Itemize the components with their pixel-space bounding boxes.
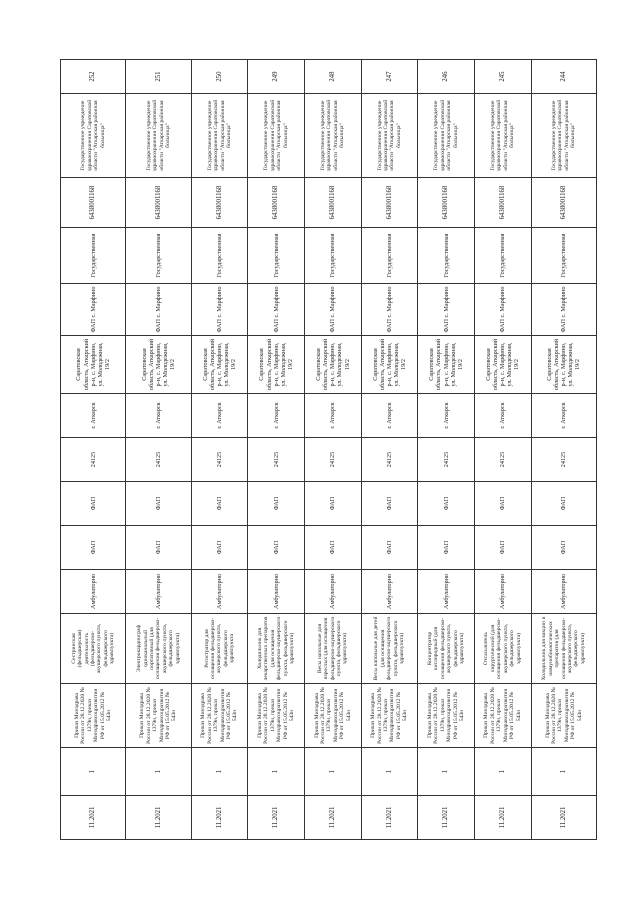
cell-doc: Приказ Минздрава России от 28.12.2020 № 1379н, приказ Минздравсоцразвития РФ от 15.05.2012 № 543н — [305, 684, 362, 748]
table-row — [474, 60, 531, 840]
table-row — [248, 60, 305, 840]
cell-num: 250 — [191, 60, 248, 94]
cell-count: 1 — [191, 748, 248, 796]
cell-address: Саратовская область, Аткарский р-н, с. Марфино, ул. Молодежная, 19/2 — [126, 336, 191, 394]
cell-type1: ФАП — [474, 482, 531, 526]
table-row — [61, 60, 126, 840]
cell-doc: Приказ Минздрава России от 28.12.2020 № 1379н, приказ Минздравсоцразвития РФ от 15.05.2012 № 543н — [61, 684, 126, 748]
table-row — [418, 60, 475, 840]
cell-type1: ФАП — [248, 482, 305, 526]
cell-locality: г. Аткарск — [361, 394, 418, 438]
cell-locality: г. Аткарск — [191, 394, 248, 438]
cell-inn: 6438001168 — [361, 178, 418, 228]
table-row — [361, 60, 418, 840]
cell-inn: 6438001168 — [531, 178, 596, 228]
cell-address: Саратовская область, Аткарский р-н, с. Марфино, ул. Молодежная, 19/2 — [531, 336, 596, 394]
cell-name: ФАП с. Марфино — [126, 284, 191, 336]
cell-name: ФАП с. Марфино — [248, 284, 305, 336]
cell-form: Государственная — [191, 228, 248, 284]
cell-org: Государственное учреждение здравоохранения Саратовской области "Аткарская районная больница" — [305, 94, 362, 178]
cell-service: Холодильник для вакцин и иммунобиологических препаратов (для оснащения фельдшерско-акушерского пункта, фельдшерского здравпункта) — [531, 614, 596, 684]
cell-type1: ФАП — [191, 482, 248, 526]
cell-type1: ФАП — [126, 482, 191, 526]
cell-type1: ФАП — [531, 482, 596, 526]
cell-year: 11.2021 — [191, 796, 248, 840]
cell-code: 24125 — [531, 438, 596, 482]
cell-address: Саратовская область, Аткарский р-н, с. Марфино, ул. Молодежная, 19/2 — [61, 336, 126, 394]
cell-service: Регистратор для оснащения фельдшерско-акушерского пункта, фельдшерского здравпункта — [191, 614, 248, 684]
cell-care: Амбулаторно — [61, 570, 126, 614]
cell-address: Саратовская область, Аткарский р-н, с. Марфино, ул. Молодежная, 19/2 — [248, 336, 305, 394]
cell-num: 247 — [361, 60, 418, 94]
cell-count: 1 — [305, 748, 362, 796]
cell-name: ФАП с. Марфино — [361, 284, 418, 336]
cell-locality: г. Аткарск — [126, 394, 191, 438]
cell-code: 24125 — [305, 438, 362, 482]
cell-inn: 6438001168 — [248, 178, 305, 228]
cell-year: 11.2021 — [531, 796, 596, 840]
cell-type2: ФАП — [474, 526, 531, 570]
cell-code: 24125 — [61, 438, 126, 482]
table-row — [191, 60, 248, 840]
cell-name: ФАП с. Марфино — [418, 284, 475, 336]
cell-org: Государственное учреждение здравоохранения Саратовской области "Аткарская районная больница" — [248, 94, 305, 178]
cell-name: ФАП с. Марфино — [305, 284, 362, 336]
cell-form: Государственная — [531, 228, 596, 284]
cell-address: Саратовская область, Аткарский р-н, с. Марфино, ул. Молодежная, 19/2 — [191, 336, 248, 394]
cell-org: Государственное учреждение здравоохранения Саратовской области "Аткарская районная больница" — [126, 94, 191, 178]
cell-inn: 6438001168 — [474, 178, 531, 228]
cell-address: Саратовская область, Аткарский р-н, с. Марфино, ул. Молодежная, 19/2 — [418, 336, 475, 394]
cell-service: Весы напольные для детей (для оснащения фельдшерско-акушерского пункта, фельдшерского здравпункта) — [361, 614, 418, 684]
cell-form: Государственная — [305, 228, 362, 284]
cell-count: 1 — [61, 748, 126, 796]
cell-name: ФАП с. Марфино — [531, 284, 596, 336]
cell-form: Государственная — [126, 228, 191, 284]
cell-code: 24125 — [126, 438, 191, 482]
cell-type2: ФАП — [248, 526, 305, 570]
cell-name: ФАП с. Марфино — [61, 284, 126, 336]
cell-type2: ФАП — [531, 526, 596, 570]
cell-service: Электрокардиограф одноканальный портативный (для оснащения фельдшерско-акушерского пункта, фельдшерского здравпункта) — [126, 614, 191, 684]
cell-type2: ФАП — [361, 526, 418, 570]
cell-name: ФАП с. Марфино — [191, 284, 248, 336]
cell-doc: Приказ Минздрава России от 28.12.2020 № 1379н, приказ Минздравсоцразвития РФ от 15.05.2012 № 543н — [474, 684, 531, 748]
cell-count: 1 — [418, 748, 475, 796]
cell-service: Отсасыватель хирургический (для оснащения фельдшерско-акушерского пункта, фельдшерского здравпункта) — [474, 614, 531, 684]
cell-type1: ФАП — [61, 482, 126, 526]
cell-locality: г. Аткарск — [418, 394, 475, 438]
cell-num: 246 — [418, 60, 475, 94]
cell-num: 251 — [126, 60, 191, 94]
cell-locality: г. Аткарск — [531, 394, 596, 438]
cell-org: Государственное учреждение здравоохранения Саратовской области "Аткарская районная больница" — [191, 94, 248, 178]
cell-doc: Приказ Минздрава России от 28.12.2020 № 1379н, приказ Минздравсоцразвития РФ от 15.05.2012 № 543н — [531, 684, 596, 748]
cell-count: 1 — [248, 748, 305, 796]
cell-service: Концентратор кислородный (для оснащения фельдшерско-акушерского пункта, фельдшерского здравпункта) — [418, 614, 475, 684]
cell-care: Амбулаторно — [191, 570, 248, 614]
cell-year: 11.2021 — [61, 796, 126, 840]
cell-org: Государственное учреждение здравоохранения Саратовской области "Аткарская районная больница" — [61, 94, 126, 178]
cell-num: 249 — [248, 60, 305, 94]
table-row — [305, 60, 362, 840]
cell-care: Амбулаторно — [361, 570, 418, 614]
cell-inn: 6438001168 — [305, 178, 362, 228]
cell-locality: г. Аткарск — [61, 394, 126, 438]
cell-doc: Приказ Минздрава России от 28.12.2020 № 1379н, приказ Минздравсоцразвития РФ от 15.05.2012 № 543н — [361, 684, 418, 748]
cell-inn: 6438001168 — [191, 178, 248, 228]
cell-code: 24125 — [191, 438, 248, 482]
cell-doc: Приказ Минздрава России от 28.12.2020 № 1379н, приказ Минздравсоцразвития РФ от 15.05.2012 № 543н — [191, 684, 248, 748]
cell-form: Государственная — [248, 228, 305, 284]
cell-year: 11.2021 — [418, 796, 475, 840]
cell-doc: Приказ Минздрава России от 28.12.2020 № 1379н, приказ Минздравсоцразвития РФ от 15.05.2012 № 543н — [418, 684, 475, 748]
cell-num: 245 — [474, 60, 531, 94]
cell-care: Амбулаторно — [418, 570, 475, 614]
table-row — [531, 60, 596, 840]
cell-name: ФАП с. Марфино — [474, 284, 531, 336]
cell-inn: 6438001168 — [126, 178, 191, 228]
cell-doc: Приказ Минздрава России от 28.12.2020 № 1379н, приказ Минздравсоцразвития РФ от 15.05.2012 № 543н — [248, 684, 305, 748]
cell-care: Амбулаторно — [248, 570, 305, 614]
table-row — [126, 60, 191, 840]
cell-form: Государственная — [418, 228, 475, 284]
cell-service: Весы напольные для взрослых (для оснащения фельдшерско-акушерского пункта, фельдшерского здравпункта) — [305, 614, 362, 684]
cell-care: Амбулаторно — [531, 570, 596, 614]
cell-num: 252 — [61, 60, 126, 94]
cell-org: Государственное учреждение здравоохранения Саратовской области "Аткарская районная больница" — [474, 94, 531, 178]
cell-num: 244 — [531, 60, 596, 94]
cell-code: 24125 — [361, 438, 418, 482]
cell-type1: ФАП — [418, 482, 475, 526]
cell-locality: г. Аткарск — [305, 394, 362, 438]
cell-year: 11.2021 — [248, 796, 305, 840]
cell-year: 11.2021 — [305, 796, 362, 840]
cell-care: Амбулаторно — [474, 570, 531, 614]
cell-locality: г. Аткарск — [248, 394, 305, 438]
cell-type2: ФАП — [126, 526, 191, 570]
cell-count: 1 — [474, 748, 531, 796]
cell-count: 1 — [531, 748, 596, 796]
cell-locality: г. Аткарск — [474, 394, 531, 438]
cell-org: Государственное учреждение здравоохранения Саратовской области "Аткарская районная больница" — [418, 94, 475, 178]
cell-address: Саратовская область, Аткарский р-н, с. Марфино, ул. Молодежная, 19/2 — [474, 336, 531, 394]
cell-service: Холодильник для лекарственных препаратов (для оснащения фельдшерско-акушерского пункта, фельдшерского здравпункта) — [248, 614, 305, 684]
cell-type2: ФАП — [418, 526, 475, 570]
cell-type1: ФАП — [361, 482, 418, 526]
cell-org: Государственное учреждение здравоохранения Саратовской области "Аткарская районная больница" — [531, 94, 596, 178]
cell-code: 24125 — [248, 438, 305, 482]
equipment-table — [60, 59, 597, 840]
rotated-table-wrapper — [60, 60, 597, 840]
cell-type2: ФАП — [191, 526, 248, 570]
cell-code: 24125 — [418, 438, 475, 482]
cell-address: Саратовская область, Аткарский р-н, с. Марфино, ул. Молодежная, 19/2 — [361, 336, 418, 394]
cell-address: Саратовская область, Аткарский р-н, с. Марфино, ул. Молодежная, 19/2 — [305, 336, 362, 394]
cell-service: Сестринская (фельдшерская) деятельность (фельдшерско-акушерского пункта, фельдшерского здравпункта) — [61, 614, 126, 684]
cell-inn: 6438001168 — [418, 178, 475, 228]
cell-count: 1 — [361, 748, 418, 796]
cell-code: 24125 — [474, 438, 531, 482]
cell-year: 11.2021 — [126, 796, 191, 840]
cell-doc: Приказ Минздрава России от 28.12.2020 № 1379н, приказ Минздравсоцразвития РФ от 15.05.2012 № 543н — [126, 684, 191, 748]
cell-year: 11.2021 — [474, 796, 531, 840]
cell-year: 11.2021 — [361, 796, 418, 840]
cell-num: 248 — [305, 60, 362, 94]
cell-care: Амбулаторно — [305, 570, 362, 614]
cell-inn: 6438001168 — [61, 178, 126, 228]
cell-type2: ФАП — [305, 526, 362, 570]
cell-form: Государственная — [361, 228, 418, 284]
cell-type1: ФАП — [305, 482, 362, 526]
cell-type2: ФАП — [61, 526, 126, 570]
cell-org: Государственное учреждение здравоохранения Саратовской области "Аткарская районная больница" — [361, 94, 418, 178]
cell-form: Государственная — [61, 228, 126, 284]
cell-care: Амбулаторно — [126, 570, 191, 614]
cell-count: 1 — [126, 748, 191, 796]
cell-form: Государственная — [474, 228, 531, 284]
